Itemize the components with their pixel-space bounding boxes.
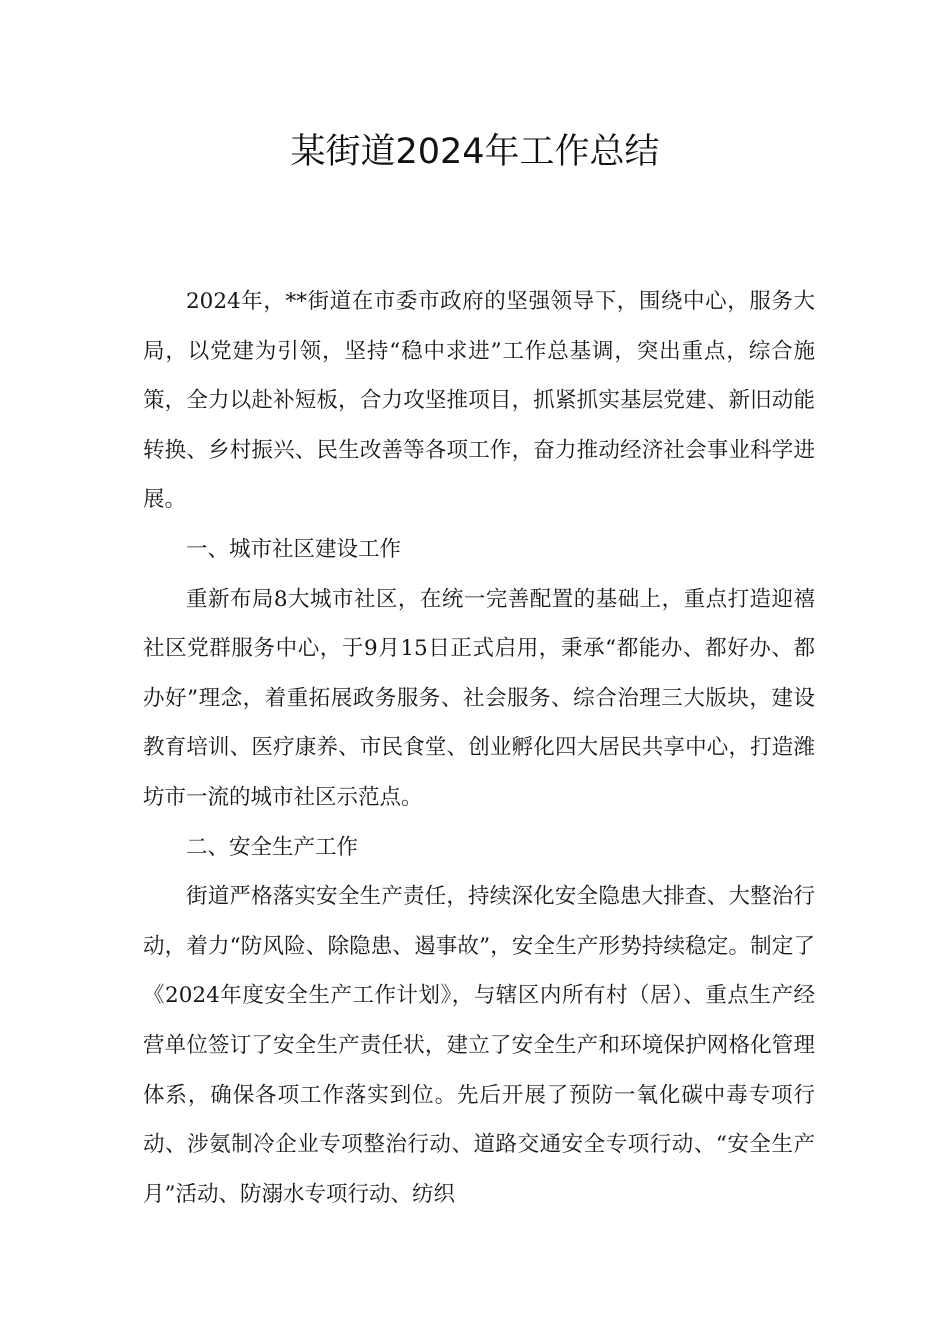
community-paragraph: 重新布局8大城市社区，在统一完善配置的基础上，重点打造迎禧社区党群服务中心，于9月15日正式启用，秉承“都能办、都好办、都办好”理念，着重拓展政务服务、社会服务、综合治理三大版块，建设教育培训、医疗康养、市民食堂、创业孵化四大居民共享中心，打造潍坊市一流的城市社区示范点。 xyxy=(143,586,815,810)
document-title: 某街道2024年工作总结 xyxy=(290,132,660,172)
intro-paragraph: 2024年，**街道在市委市政府的坚强领导下，围绕中心，服务大局，以党建为引领，坚持“稳中求进”工作总基调，突出重点，综合施策，全力以赴补短板，合力攻坚推项目，抓紧抓实基层党建、新旧动能转换、乡村振兴、民生改善等各项工作，奋力推动经济社会事业科学进展。 xyxy=(143,289,815,513)
safety-paragraph: 街道严格落实安全生产责任，持续深化安全隐患大排查、大整治行动，着力“防风险、除隐患、遏事故”，安全生产形势持续稳定。制定了《2024年度安全生产工作计划》，与辖区内所有村（居）、重点生产经营单位签订了安全生产责任状，建立了安全生产和环境保护网格化管理体系，确保各项工作落实到位。先后开展了预防一氧化碳中毒专项行动、涉氨制冷企业专项整治行动、道路交通安全专项行动、“安全生产月”活动、防溺水专项行动、纺织 xyxy=(143,884,815,1207)
section-heading-community: 一、城市社区建设工作 xyxy=(186,536,402,562)
section-heading-safety: 二、安全生产工作 xyxy=(186,834,359,860)
document-body xyxy=(143,277,815,1219)
